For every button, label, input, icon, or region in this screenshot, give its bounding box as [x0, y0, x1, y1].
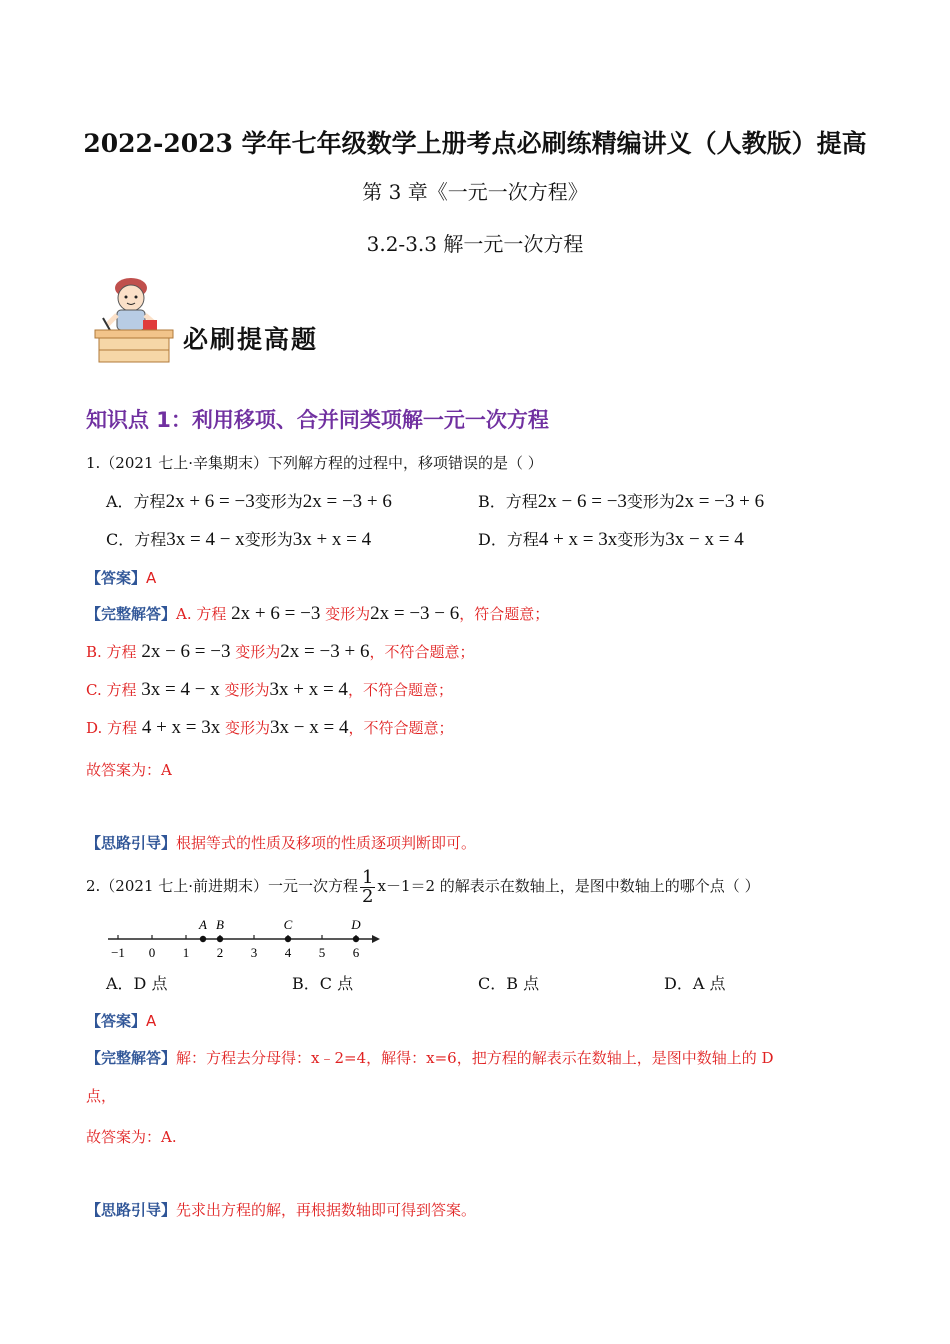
number-line-tick-label: 1	[182, 945, 190, 960]
student-cartoon-icon	[93, 270, 183, 370]
banner	[93, 270, 353, 370]
number-line-point-label: B	[216, 917, 224, 932]
number-line-point	[285, 936, 291, 942]
q2-option-b: B．C 点	[292, 974, 354, 993]
q2-answer: 【答案】A	[86, 1012, 157, 1030]
q2-hint: 【思路引导】先求出方程的解，再根据数轴即可得到答案。	[86, 1201, 477, 1219]
q2-option-a: A．D 点	[106, 974, 168, 993]
q2-conclusion: 故答案为：A.	[86, 1128, 177, 1146]
q1-conclusion: 故答案为：A	[86, 761, 172, 779]
number-line-point	[200, 936, 206, 942]
number-line-point-label: C	[283, 917, 293, 932]
q2-option-c: C．B 点	[478, 974, 540, 993]
number-line-point	[217, 936, 223, 942]
q2-option-d: D．A 点	[664, 974, 726, 993]
number-line-arrow	[372, 935, 380, 943]
q1-stem: 1.（2021 七上·辛集期末）下列解方程的过程中，移项错误的是（ ）	[86, 454, 543, 472]
number-line-tick-label: 6	[352, 945, 360, 960]
q2-fraction: $\frac{1}{2}$	[362, 866, 374, 907]
q2-stem: 2.（2021 七上·前进期末）一元一次方程 $\frac{1}{2}$ x－1＝2 的解表示在数轴上，是图中数轴上的哪个点（ ）	[86, 866, 760, 907]
chapter-title: 第 3 章《一元一次方程》	[362, 180, 588, 204]
q1-solution-line-b: B. 方程 2x − 6 = −3 变形为2x = −3 + 6，不符合题意；	[86, 641, 475, 662]
q1-option-d: D．方程4 + x = 3x变形为3x − x = 4	[478, 529, 744, 550]
number-line-tick-label: 5	[318, 945, 326, 960]
number-line-tick-label: 3	[250, 945, 258, 960]
q1-option-c: C．方程3x = 4 − x变形为3x + x = 4	[106, 529, 372, 550]
number-line-point-label: D	[351, 917, 361, 932]
q1-solution-line-a: 【完整解答】A. 方程 2x + 6 = −3 变形为2x = −3 − 6，符合题意；	[86, 603, 550, 624]
section-title: 3.2-3.3 解一元一次方程	[366, 232, 584, 256]
q1-option-a: A．方程2x + 6 = −3变形为2x = −3 + 6	[106, 491, 392, 512]
document-title: 2022-2023 学年七年级数学上册考点必刷练精编讲义（人教版）提高	[83, 129, 867, 158]
number-line-tick-label: 0	[148, 945, 156, 960]
banner-label: 必刷提高题	[183, 325, 319, 354]
knowledge-point-heading: 知识点 1：利用移项、合并同类项解一元一次方程	[86, 408, 549, 432]
number-line-point	[353, 936, 359, 942]
number-line-tick-label: 4	[284, 945, 292, 960]
q1-option-b: B．方程2x − 6 = −3变形为2x = −3 + 6	[478, 491, 765, 512]
q1-answer: 【答案】A	[86, 569, 157, 587]
number-line	[100, 915, 385, 965]
q1-solution-line-c: C. 方程 3x = 4 − x 变形为3x + x = 4，不符合题意；	[86, 679, 453, 700]
q1-solution-line-d: D. 方程 4 + x = 3x 变形为3x − x = 4，不符合题意；	[86, 717, 454, 738]
q1-hint: 【思路引导】根据等式的性质及移项的性质逐项判断即可。	[86, 834, 477, 852]
q2-solution-line-2: 点，	[86, 1087, 117, 1105]
number-line-point-label: A	[199, 917, 207, 932]
q2-solution-line-1: 【完整解答】解：方程去分母得：x﹣2=4，解得：x=6，把方程的解表示在数轴上，是图中数轴上的 D	[86, 1049, 774, 1067]
number-line-tick-label: 2	[216, 945, 224, 960]
number-line-tick-label: −1	[111, 945, 125, 960]
